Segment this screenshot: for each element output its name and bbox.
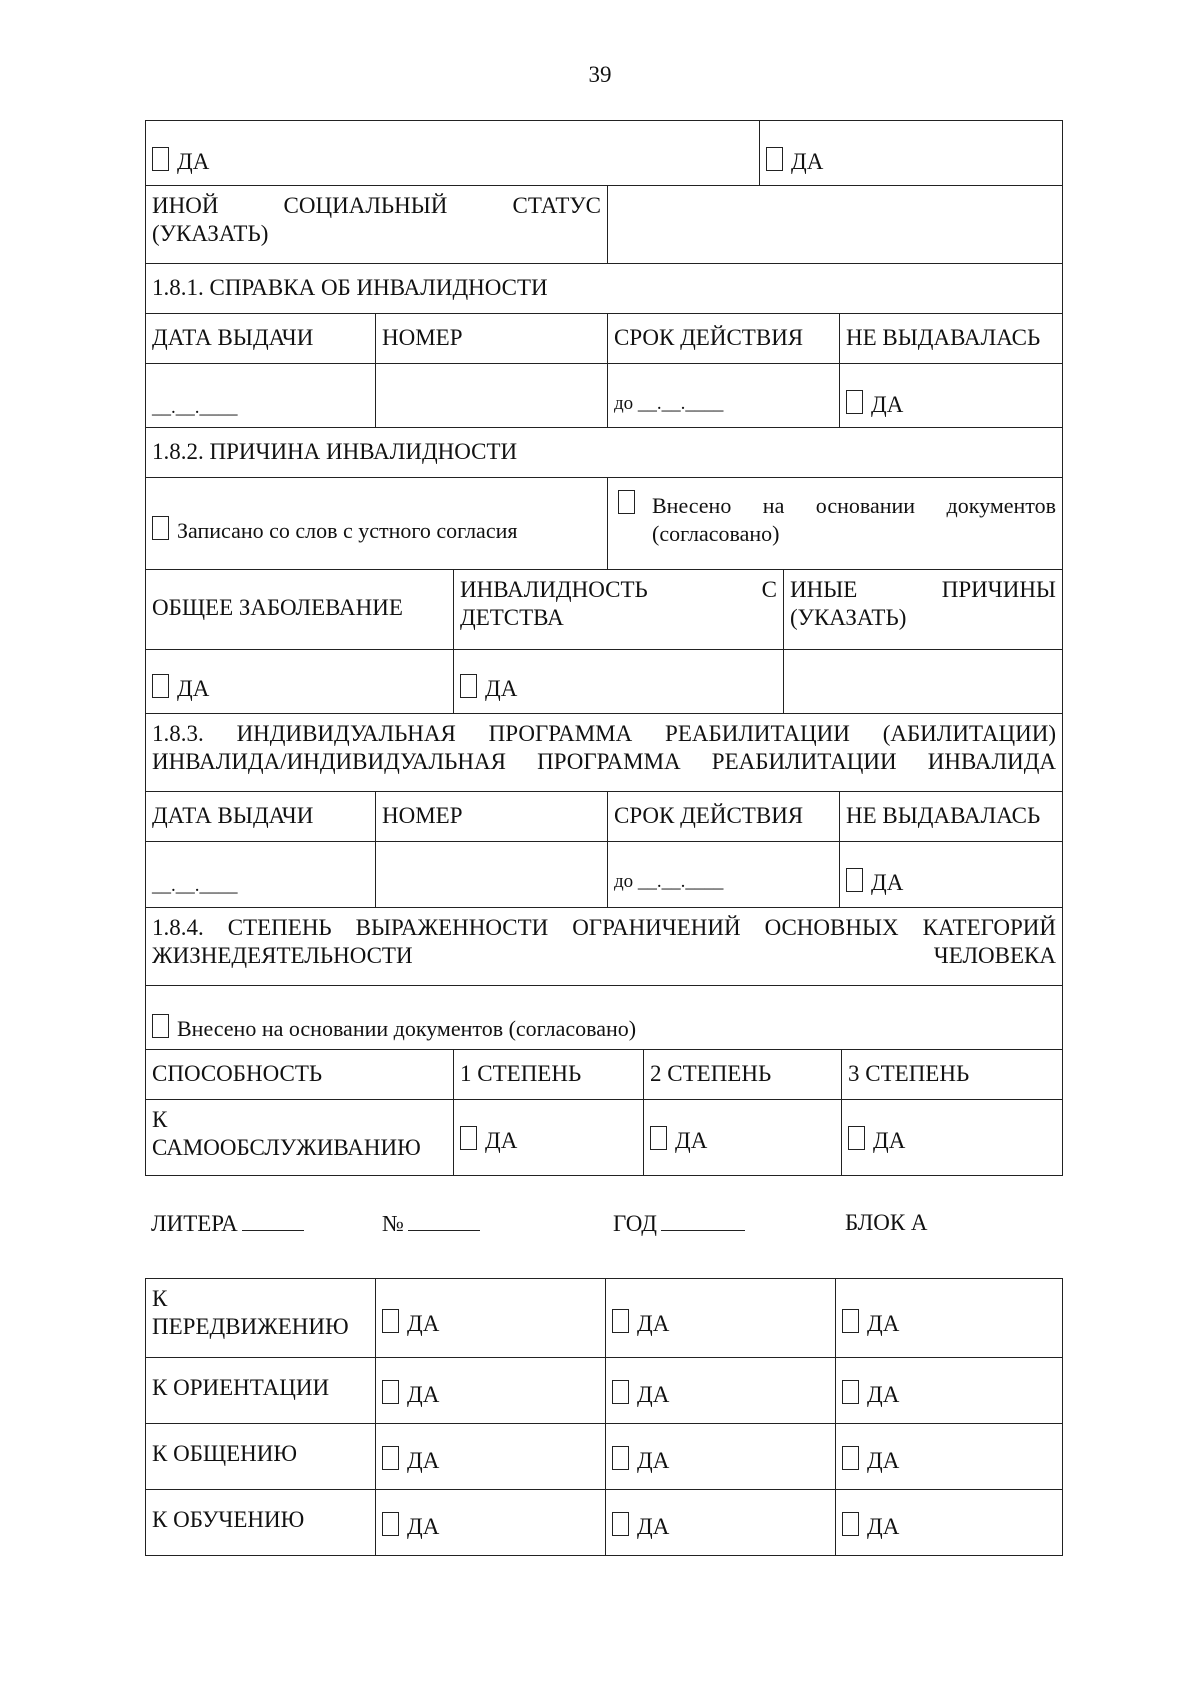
ability-degree-3 [836, 1424, 1062, 1490]
selfcare-degree-1 [454, 1100, 644, 1175]
header-other-causes [784, 570, 1062, 650]
ability-text: К ОБЩЕНИЮ [152, 1441, 298, 1466]
header-childhood-disability [454, 570, 784, 650]
validity-field[interactable] [608, 842, 840, 908]
number-field[interactable] [408, 1210, 480, 1231]
header-degree-3 [842, 1050, 1062, 1100]
number-field[interactable] [376, 364, 608, 428]
checkbox[interactable] [152, 674, 169, 698]
checkbox[interactable] [842, 1512, 859, 1536]
ability-label [146, 1424, 376, 1490]
until-mask: __.__.____ [637, 393, 724, 414]
checkbox[interactable] [846, 868, 863, 892]
yes-label: ДА [177, 676, 210, 701]
ability-text: К ПЕРЕДВИЖЕНИЮ [152, 1286, 349, 1339]
header-not-issued [840, 314, 1062, 364]
header-text: НЕ ВЫДАВАЛАСЬ [846, 803, 1041, 828]
ability-degree-2 [606, 1279, 836, 1358]
section-title-text: 1.8.3. ИНДИВИДУАЛЬНАЯ ПРОГРАММА РЕАБИЛИТАЦИИ (АБИЛИТАЦИИ) ИНВАЛИДА/ИНДИВИДУАЛЬНАЯ ПРОГРАММА РЕАБИЛИТАЦИИ ИНВАЛИДА [152, 721, 1056, 774]
yes-label: ДА [485, 1128, 518, 1153]
number-label: № [382, 1211, 404, 1236]
until-prefix: до [614, 871, 634, 892]
yes-label: ДА [867, 1514, 900, 1539]
checkbox[interactable] [382, 1380, 399, 1404]
issue-date-field[interactable] [146, 842, 376, 908]
not-issued-cell [840, 364, 1062, 428]
yes-label: ДА [867, 1448, 900, 1473]
main-form-table [145, 120, 1063, 1176]
until-prefix: до [614, 393, 634, 414]
checkbox[interactable] [382, 1446, 399, 1470]
selfcare-degree-3 [842, 1100, 1062, 1175]
ability-degree-1 [376, 1279, 606, 1358]
header-validity [608, 314, 840, 364]
footer-litera [151, 1210, 304, 1237]
issue-date-field[interactable] [146, 364, 376, 428]
ability-degree-1 [376, 1424, 606, 1490]
general-disease-cell [146, 650, 454, 714]
year-field[interactable] [661, 1210, 745, 1231]
ability-text: К САМООБСЛУЖИВАНИЮ [152, 1107, 421, 1160]
verbal-consent-cell [146, 478, 608, 570]
yes-label: ДА [791, 149, 824, 174]
abilities-table [145, 1278, 1063, 1556]
header-number [376, 314, 608, 364]
header-text: НЕ ВЫДАВАЛАСЬ [846, 325, 1041, 350]
year-label: ГОД [613, 1211, 657, 1236]
page-number: 39 [588, 62, 612, 87]
checkbox[interactable] [460, 1126, 477, 1150]
ability-degree-3 [836, 1490, 1062, 1555]
footer-year [613, 1210, 745, 1237]
yes-label: ДА [637, 1311, 670, 1336]
header-text: 2 СТЕПЕНЬ [650, 1061, 772, 1086]
yes-label: ДА [867, 1382, 900, 1407]
checkbox[interactable] [846, 390, 863, 414]
yes-label: ДА [873, 1128, 906, 1153]
yes-label: ДА [867, 1311, 900, 1336]
ability-degree-2 [606, 1490, 836, 1555]
ability-degree-3 [836, 1358, 1062, 1424]
header-degree-1 [454, 1050, 644, 1100]
checkbox[interactable] [766, 147, 783, 171]
date-mask: __.__.____ [152, 875, 238, 896]
checkbox[interactable] [460, 674, 477, 698]
date-mask: __.__.____ [152, 397, 238, 418]
status-yes-cell-2 [760, 121, 1062, 186]
option-text: Записано со слов с устного согласия [177, 518, 518, 543]
header-text: ОБЩЕЕ ЗАБОЛЕВАНИЕ [152, 595, 403, 620]
header-text: СРОК ДЕЙСТВИЯ [614, 325, 804, 350]
selfcare-degree-2 [644, 1100, 842, 1175]
checkbox[interactable] [152, 147, 169, 171]
header-general-disease [146, 570, 454, 650]
ability-text: К ОРИЕНТАЦИИ [152, 1375, 330, 1400]
header-text: СПОСОБНОСТЬ [152, 1061, 323, 1086]
header-text: ДАТА ВЫДАЧИ [152, 803, 314, 828]
section-1-8-1-title [146, 264, 1062, 314]
header-text: 3 СТЕПЕНЬ [848, 1061, 970, 1086]
ability-label [146, 1279, 376, 1358]
checkbox[interactable] [612, 1309, 629, 1333]
checkbox[interactable] [612, 1446, 629, 1470]
header-text: НОМЕР [382, 325, 463, 350]
checkbox[interactable] [618, 490, 635, 514]
validity-field[interactable] [608, 364, 840, 428]
docs-based-cell [608, 478, 1062, 570]
childhood-disability-cell [454, 650, 784, 714]
yes-label: ДА [177, 149, 210, 174]
header-issue-date [146, 792, 376, 842]
checkbox[interactable] [382, 1512, 399, 1536]
litera-label: ЛИТЕРА [151, 1211, 238, 1236]
checkbox[interactable] [842, 1446, 859, 1470]
ability-degree-2 [606, 1424, 836, 1490]
yes-label: ДА [407, 1514, 440, 1539]
checkbox[interactable] [152, 1014, 169, 1038]
header-issue-date [146, 314, 376, 364]
section-title-text: 1.8.1. СПРАВКА ОБ ИНВАЛИДНОСТИ [152, 275, 548, 300]
until-mask: __.__.____ [637, 871, 724, 892]
header-ability [146, 1050, 454, 1100]
yes-label: ДА [407, 1382, 440, 1407]
block-label: БЛОК А [845, 1210, 928, 1235]
header-text: ИНВАЛИДНОСТЬ С ДЕТСТВА [460, 577, 777, 630]
section-1-8-3-title [146, 714, 1062, 792]
checkbox[interactable] [848, 1126, 865, 1150]
yes-label: ДА [485, 676, 518, 701]
header-number [376, 792, 608, 842]
yes-label: ДА [407, 1311, 440, 1336]
other-causes-input[interactable] [784, 650, 1062, 714]
not-issued-cell [840, 842, 1062, 908]
option-text: Внесено на основании документов (согласовано) [652, 493, 1056, 546]
header-text: НОМЕР [382, 803, 463, 828]
yes-label: ДА [637, 1382, 670, 1407]
yes-label: ДА [637, 1448, 670, 1473]
header-text: 1 СТЕПЕНЬ [460, 1061, 582, 1086]
section-1-8-2-title [146, 428, 1062, 478]
checkbox[interactable] [842, 1309, 859, 1333]
ability-label [146, 1490, 376, 1555]
status-yes-cell-1 [146, 121, 760, 186]
yes-label: ДА [407, 1448, 440, 1473]
ability-degree-1 [376, 1490, 606, 1555]
limitations-docs-cell [146, 986, 1062, 1050]
checkbox[interactable] [612, 1512, 629, 1536]
section-1-8-4-title [146, 908, 1062, 986]
yes-label: ДА [871, 870, 904, 895]
section-title-text: 1.8.4. СТЕПЕНЬ ВЫРАЖЕННОСТИ ОГРАНИЧЕНИЙ ОСНОВНЫХ КАТЕГОРИЙ ЖИЗНЕДЕЯТЕЛЬНОСТИ ЧЕЛОВЕКА [152, 915, 1056, 968]
footer-block [845, 1210, 928, 1236]
number-field[interactable] [376, 842, 608, 908]
yes-label: ДА [637, 1514, 670, 1539]
checkbox[interactable] [842, 1380, 859, 1404]
header-text: СРОК ДЕЙСТВИЯ [614, 803, 804, 828]
yes-label: ДА [675, 1128, 708, 1153]
litera-field[interactable] [242, 1210, 304, 1231]
ability-degree-3 [836, 1279, 1062, 1358]
footer-number [382, 1210, 480, 1237]
checkbox[interactable] [152, 516, 169, 540]
header-not-issued [840, 792, 1062, 842]
ability-label [146, 1358, 376, 1424]
header-text: ИНЫЕ ПРИЧИНЫ (УКАЗАТЬ) [790, 577, 1056, 630]
other-status-input[interactable] [608, 186, 1062, 264]
ability-degree-1 [376, 1358, 606, 1424]
option-text: Внесено на основании документов (согласовано) [177, 1016, 637, 1041]
checkbox[interactable] [650, 1126, 667, 1150]
checkbox[interactable] [612, 1380, 629, 1404]
ability-degree-2 [606, 1358, 836, 1424]
yes-label: ДА [871, 392, 904, 417]
other-status-text: ИНОЙ СОЦИАЛЬНЫЙ СТАТУС (УКАЗАТЬ) [152, 193, 601, 246]
section-title-text: 1.8.2. ПРИЧИНА ИНВАЛИДНОСТИ [152, 439, 518, 464]
header-validity [608, 792, 840, 842]
ability-text: К ОБУЧЕНИЮ [152, 1507, 305, 1532]
checkbox[interactable] [382, 1309, 399, 1333]
header-degree-2 [644, 1050, 842, 1100]
other-status-label [146, 186, 608, 264]
header-text: ДАТА ВЫДАЧИ [152, 325, 314, 350]
selfcare-label [146, 1100, 454, 1175]
